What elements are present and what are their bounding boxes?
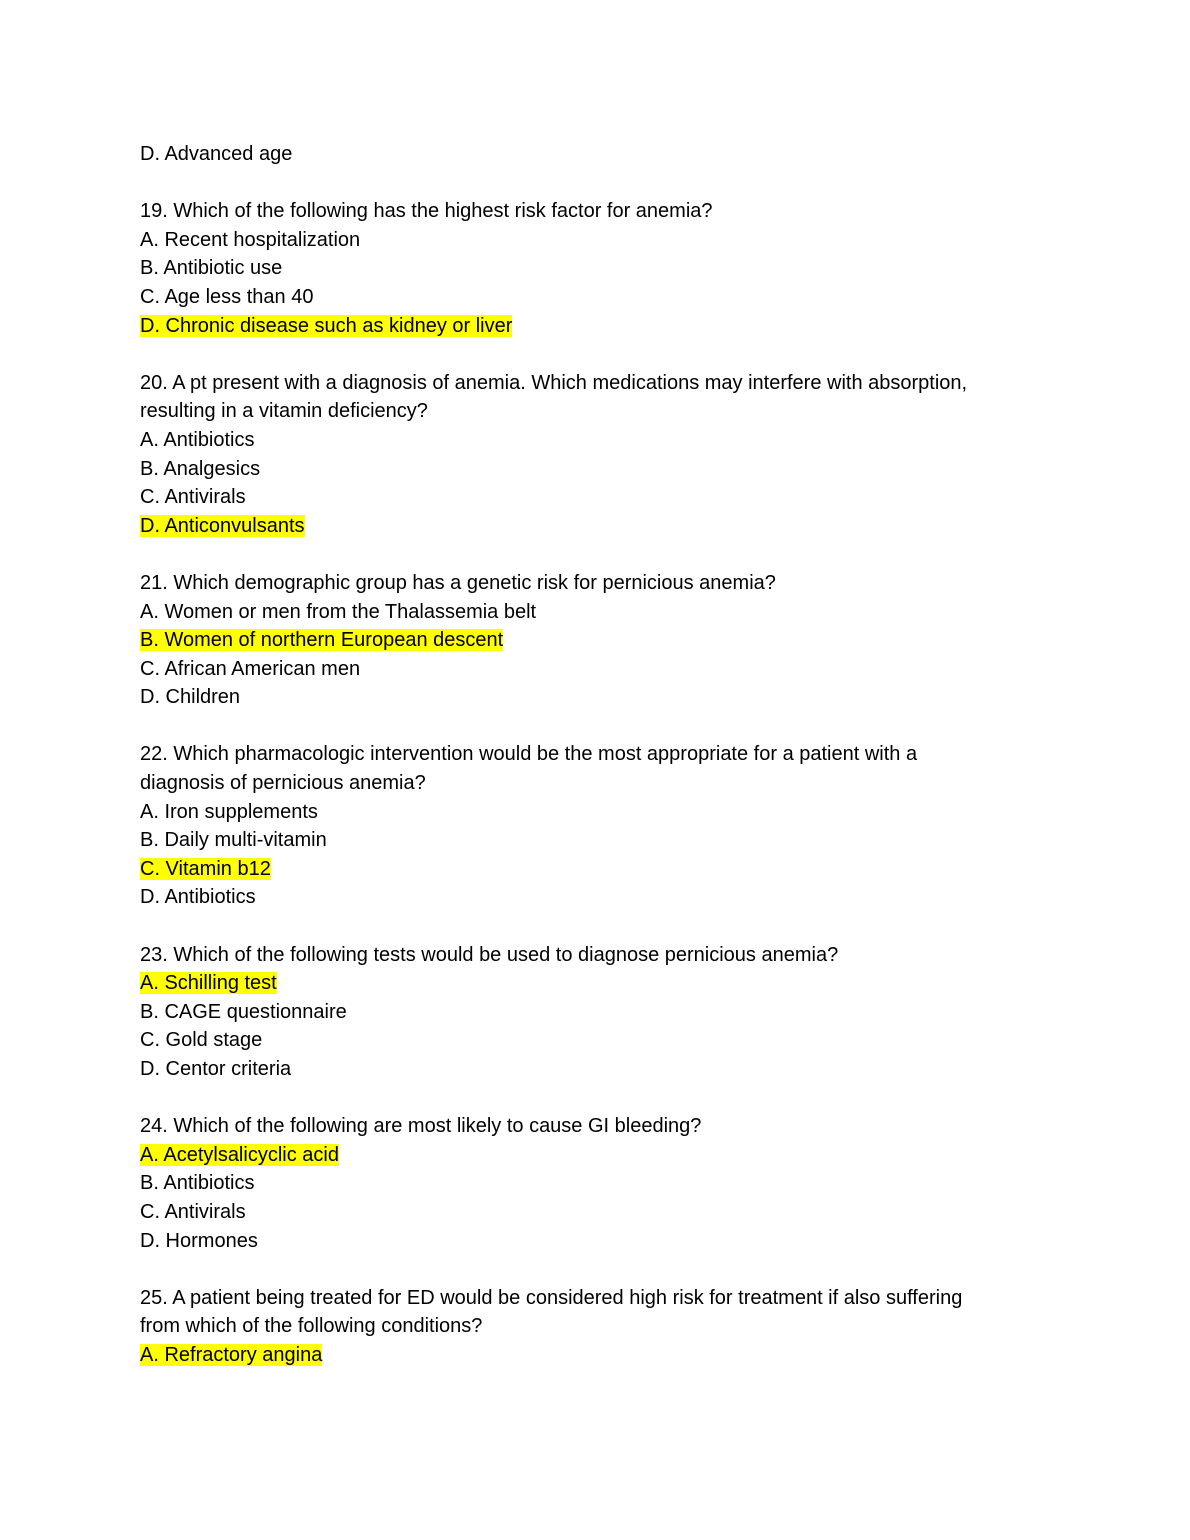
answer-option xyxy=(140,483,1050,512)
answer-option xyxy=(140,226,1050,255)
answer-option xyxy=(140,254,1050,283)
correct-answer-option xyxy=(140,969,1050,998)
text-line xyxy=(140,1312,1050,1341)
highlighted-text: D. Anticonvulsants xyxy=(140,514,305,537)
line-text: A. Recent hospitalization xyxy=(140,228,361,251)
line-text: 23. Which of the following tests would be used to diagnose pernicious anemia? xyxy=(140,943,839,966)
correct-answer-option xyxy=(140,855,1050,884)
answer-option xyxy=(140,998,1050,1027)
blank-line xyxy=(140,1084,1050,1113)
correct-answer-option xyxy=(140,1141,1050,1170)
answer-option xyxy=(140,1227,1050,1256)
question-text xyxy=(140,1284,1050,1313)
line-text: D. Children xyxy=(140,686,241,709)
line-text: C. Antivirals xyxy=(140,486,246,509)
text-line xyxy=(140,397,1050,426)
answer-option xyxy=(140,655,1050,684)
line-text: diagnosis of pernicious anemia? xyxy=(140,772,426,795)
line-text: 24. Which of the following are most likely to cause GI bleeding? xyxy=(140,1115,702,1138)
answer-option xyxy=(140,798,1050,827)
line-text: D. Antibiotics xyxy=(140,886,256,909)
text-line xyxy=(140,769,1050,798)
question-text xyxy=(140,369,1050,398)
blank-line xyxy=(140,540,1050,569)
blank-line xyxy=(140,1255,1050,1284)
answer-option xyxy=(140,455,1050,484)
highlighted-text: C. Vitamin b12 xyxy=(140,857,271,880)
question-text xyxy=(140,941,1050,970)
line-text: 21. Which demographic group has a genetic risk for pernicious anemia? xyxy=(140,571,776,594)
answer-option xyxy=(140,1198,1050,1227)
line-text: A. Iron supplements xyxy=(140,800,318,823)
answer-option xyxy=(140,683,1050,712)
highlighted-text: D. Chronic disease such as kidney or liver xyxy=(140,314,513,337)
answer-option xyxy=(140,598,1050,627)
answer-option xyxy=(140,1169,1050,1198)
line-text: resulting in a vitamin deficiency? xyxy=(140,400,428,423)
correct-answer-option xyxy=(140,512,1050,541)
line-text: 19. Which of the following has the highest risk factor for anemia? xyxy=(140,200,713,223)
highlighted-text: A. Acetylsalicyclic acid xyxy=(140,1143,339,1166)
line-text: B. Antibiotics xyxy=(140,1172,255,1195)
line-text: B. Analgesics xyxy=(140,457,261,480)
line-text: 20. A pt present with a diagnosis of anemia. Which medications may interfere with absorption, xyxy=(140,371,968,394)
blank-line xyxy=(140,169,1050,198)
answer-option xyxy=(140,883,1050,912)
line-text: A. Antibiotics xyxy=(140,428,255,451)
line-text: D. Centor criteria xyxy=(140,1058,292,1080)
highlighted-text: B. Women of northern European descent xyxy=(140,629,504,652)
line-text: 22. Which pharmacologic intervention would be the most appropriate for a patient with a xyxy=(140,743,918,766)
highlighted-text: A. Refractory angina xyxy=(140,1343,323,1366)
highlighted-text: A. Schilling test xyxy=(140,972,277,995)
document-page xyxy=(140,140,1050,1370)
line-text: C. Age less than 40 xyxy=(140,285,314,308)
line-text: D. Hormones xyxy=(140,1229,258,1252)
question-text xyxy=(140,1112,1050,1141)
answer-option xyxy=(140,1026,1050,1055)
blank-line xyxy=(140,912,1050,941)
line-text: C. African American men xyxy=(140,657,361,680)
line-text: C. Antivirals xyxy=(140,1200,246,1223)
correct-answer-option xyxy=(140,312,1050,341)
answer-option xyxy=(140,426,1050,455)
question-text xyxy=(140,569,1050,598)
answer-option xyxy=(140,283,1050,312)
question-text xyxy=(140,197,1050,226)
line-text: B. Daily multi-vitamin xyxy=(140,829,327,852)
line-text: C. Gold stage xyxy=(140,1029,263,1052)
line-text: A. Women or men from the Thalassemia belt xyxy=(140,600,537,623)
answer-option xyxy=(140,826,1050,855)
line-text: 25. A patient being treated for ED would be considered high risk for treatment if also suffering xyxy=(140,1286,963,1309)
answer-option xyxy=(140,140,1050,169)
line-text: from which of the following conditions? xyxy=(140,1315,483,1338)
blank-line xyxy=(140,712,1050,741)
blank-line xyxy=(140,340,1050,369)
question-text xyxy=(140,740,1050,769)
answer-option xyxy=(140,1055,1050,1084)
correct-answer-option xyxy=(140,626,1050,655)
line-text: B. Antibiotic use xyxy=(140,257,283,280)
line-text: D. Advanced age xyxy=(140,143,293,165)
line-text: B. CAGE questionnaire xyxy=(140,1000,347,1023)
correct-answer-option xyxy=(140,1341,1050,1370)
